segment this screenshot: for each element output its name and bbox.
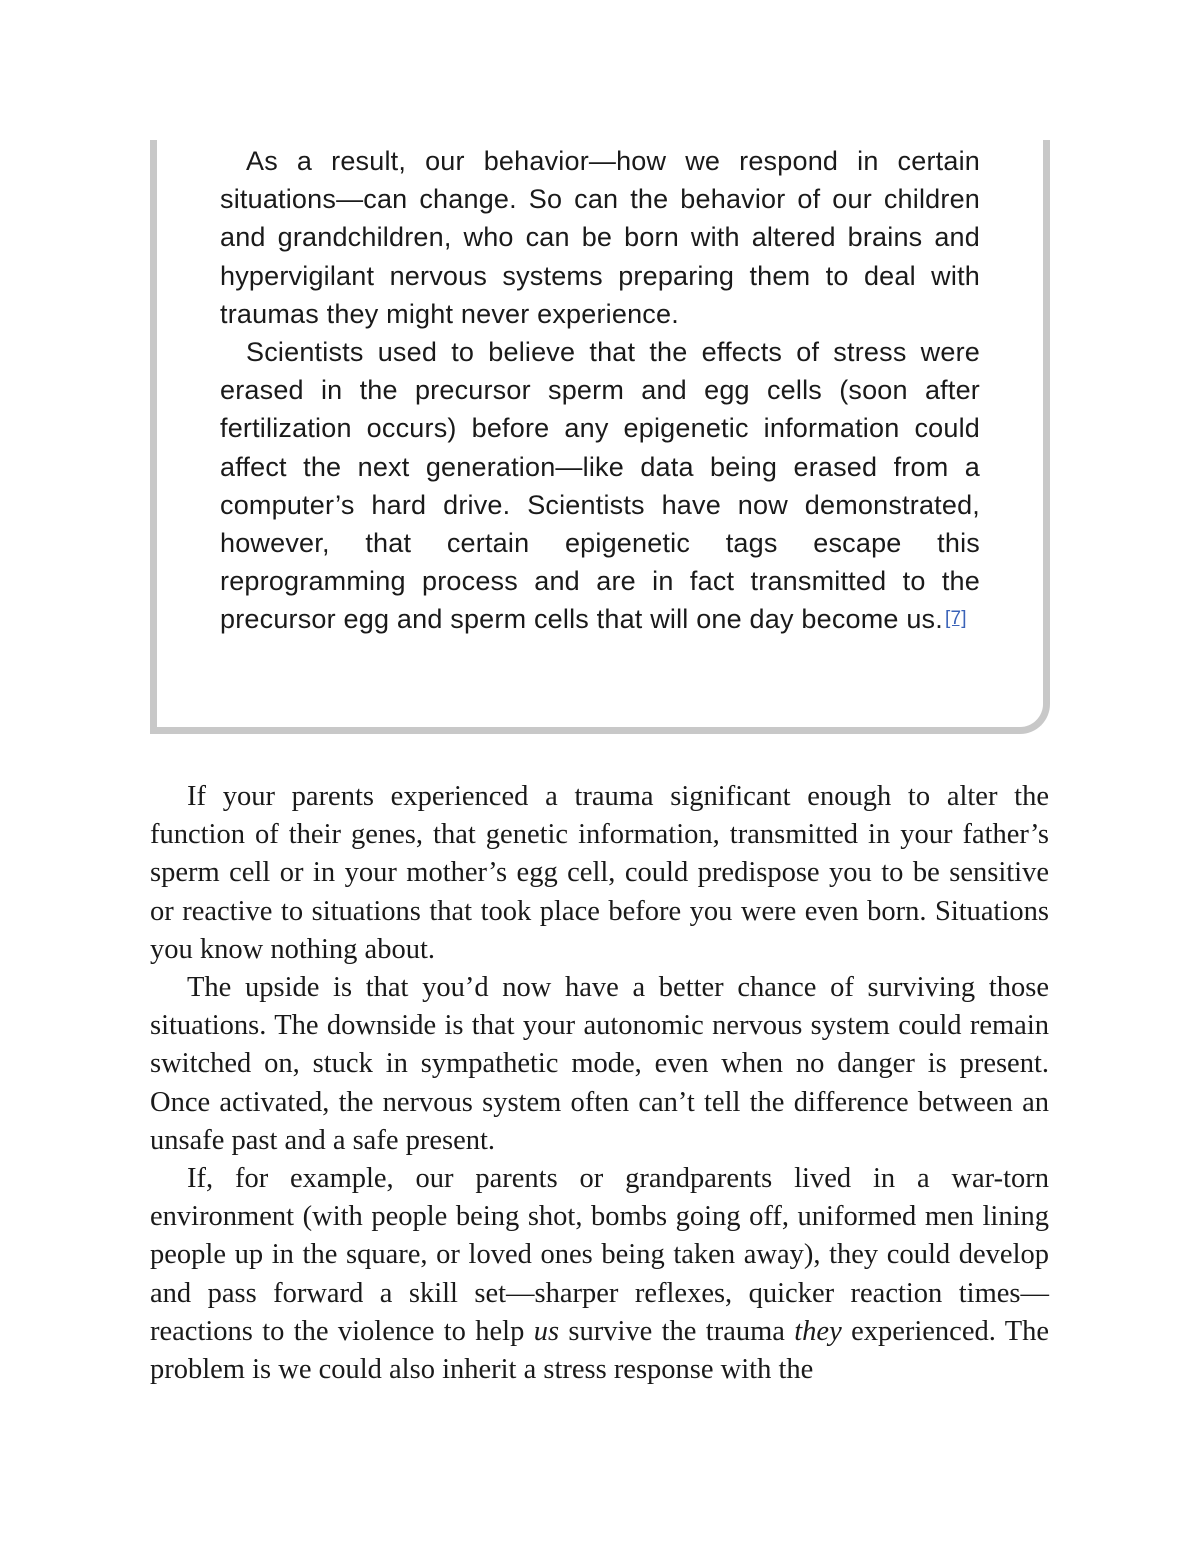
sidebar-paragraph-text: As a result, our behavior—how we respond in certain situations—can change. So can the behavior of our children and grandchildren, who can be born with altered brains and hypervigilant nervous systems preparing them to deal with traumas they might never experience. <box>220 146 980 329</box>
body-text <box>150 778 1049 1389</box>
body-paragraph: The upside is that you’d now have a better chance of surviving those situations. The downside is that your autonomic nervous system could remain switched on, stuck in sympathetic mode, even when no danger is present. Once activated, the nervous system often can’t tell the difference between an unsafe past and a safe present. <box>150 972 1049 1156</box>
emphasis-they: they <box>794 1315 842 1347</box>
sidebar-text <box>220 142 980 643</box>
sidebar-paragraph <box>220 333 980 643</box>
body-text-run: experienced. The problem is we could also inherit a stress response with the <box>150 1315 1049 1386</box>
body-paragraph <box>150 1160 1049 1389</box>
body-paragraph: If your parents experienced a trauma significant enough to alter the function of their genes, that genetic information, transmitted in your father’s sperm cell or in your mother’s egg cell, could predispose you to be sensitive or reactive to situations that took place before you were even born. Situations you know nothing about. <box>150 781 1049 965</box>
footnote-link[interactable]: [7] <box>944 608 967 630</box>
sidebar-paragraph-text: Scientists used to believe that the effects of stress were erased in the precursor sperm and egg cells (soon after fertilization occurs) before any epigenetic information could affect the next generation—like data being erased from a computer’s hard drive. Scientists have now demonstrated, however, that certain epigenetic tags escape this reprogramming process and are in fact transmitted to the precursor egg and sperm cells that will one day become us. <box>220 337 980 635</box>
body-text-run: survive the trauma <box>559 1315 795 1347</box>
body-text-run: If, for example, our parents or grandparents lived in a war-torn environment (with people being shot, bombs going off, uniformed men lining people up in the square, or loved ones being taken away), they could develop and pass forward a skill set—sharper reflexes, quicker reaction times—reactions to the violence to help <box>150 1163 1049 1347</box>
sidebar-paragraph <box>220 142 980 333</box>
emphasis-us: us <box>533 1315 560 1347</box>
